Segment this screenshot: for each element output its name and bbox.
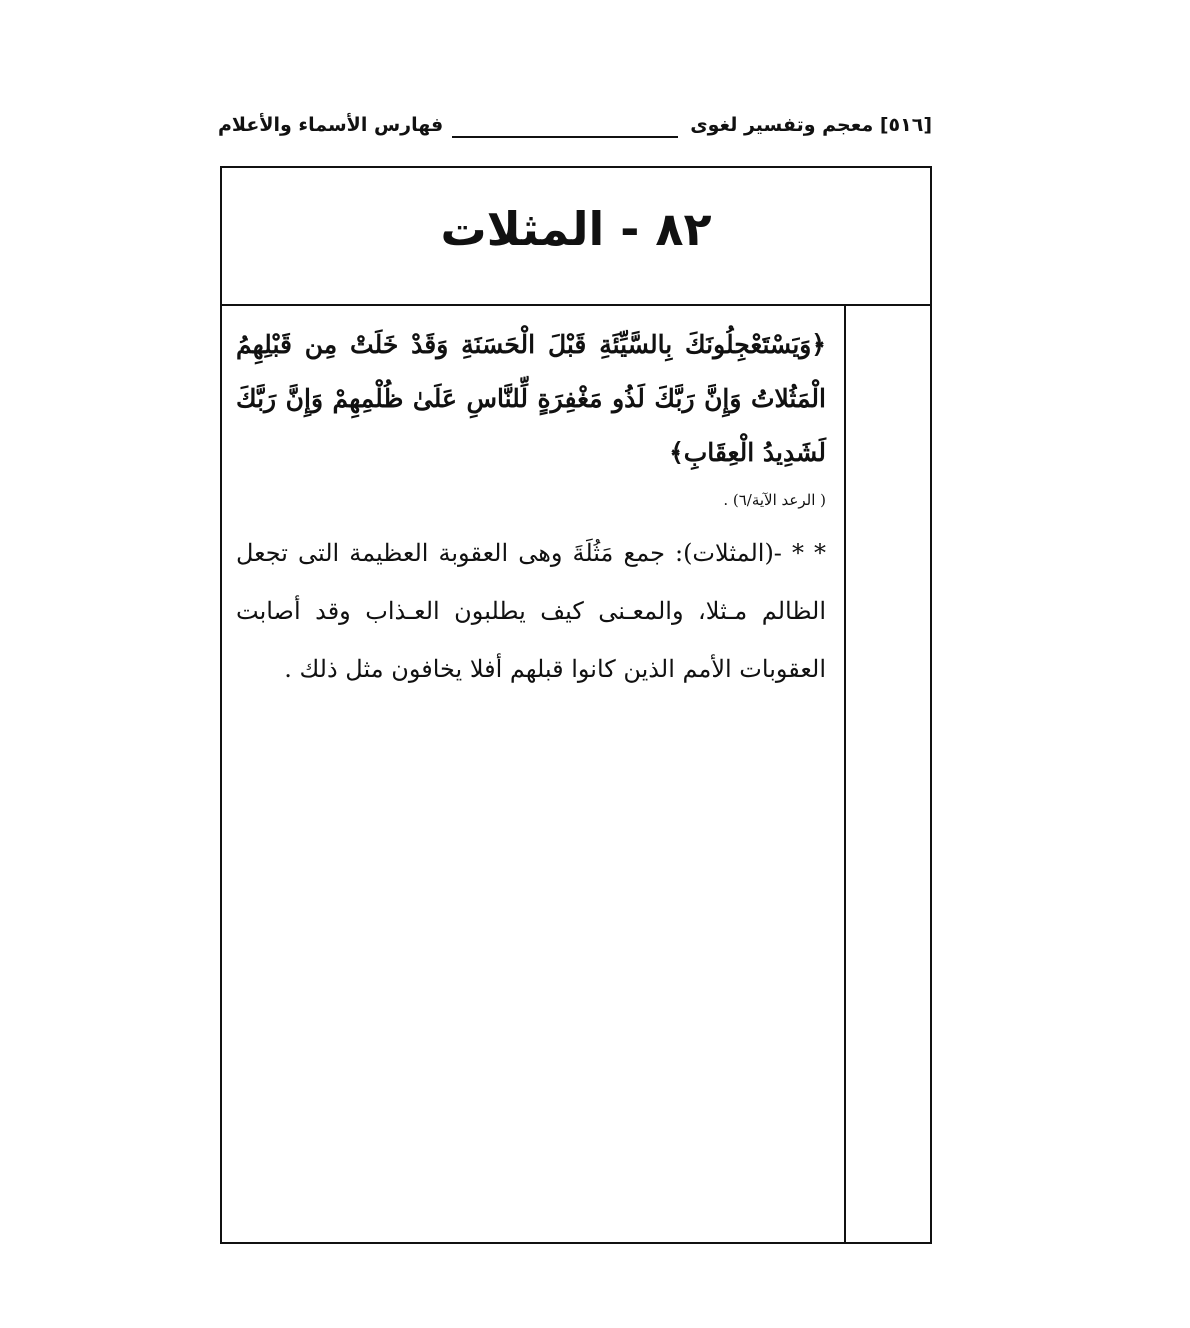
header-rule <box>452 136 678 138</box>
section-title: ٨٢ - المثلات <box>440 202 712 256</box>
title-box <box>222 168 930 306</box>
running-header <box>218 110 932 144</box>
entry-content <box>236 318 826 698</box>
quran-verse: ﴿وَيَسْتَعْجِلُونَكَ بِالسَّيِّئَةِ قَبْلَ الْحَسَنَةِ وَقَدْ خَلَتْ مِن قَبْلِهِمُ الْمَثُلاتُ وَإِنَّ رَبَّكَ لَذُو مَغْفِرَةٍ لِّلنَّاسِ عَلَىٰ ظُلْمِهِمْ وَإِنَّ رَبَّكَ لَشَدِيدُ الْعِقَابِ﴾ <box>236 330 826 467</box>
header-section-index: فهارس الأسماء والأعلام <box>218 114 444 136</box>
page-frame <box>220 166 932 1244</box>
margin-column-divider <box>844 306 846 1242</box>
header-book-title: [٥١٦] معجم وتفسير لغوى <box>690 114 932 136</box>
verse-reference: ( الرعد الآية/٦) . <box>723 491 826 509</box>
commentary-text: * * -(المثلات): جمع مَثُلَةَ وهى العقوبة العظيمة التى تجعل الظالم مـثلا، والمعـنى كيف يطلبون العـذاب وقد أصابت العقوبات الأمم الذين كانوا قبلهم أفلا يخافون مثل ذلك . <box>236 539 826 683</box>
